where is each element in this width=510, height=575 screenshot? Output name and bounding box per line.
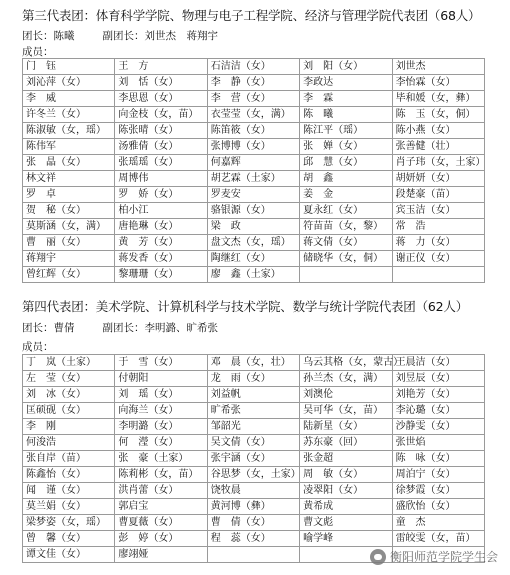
member-name-cell: 陈江平（瑶） <box>300 123 392 139</box>
member-name-cell: 匡硕砚（女） <box>23 403 115 419</box>
member-name-cell: 陆新星（女） <box>300 419 392 435</box>
table-row <box>23 59 485 75</box>
member-name-cell: 梁梦姿（女，瑶） <box>23 515 115 531</box>
member-name-cell: 姜 金 <box>300 187 392 203</box>
vice-leader-label: 副团长：刘世杰 蒋翔宇 <box>102 30 218 42</box>
table-row <box>23 435 485 451</box>
member-name-cell: 童 杰 <box>392 515 484 531</box>
member-name-cell: 乌云其格（女，蒙古） <box>300 355 392 371</box>
member-name-cell: 周 敏（女） <box>300 467 392 483</box>
member-name-cell: 饶牧晨 <box>207 483 299 499</box>
member-name-cell <box>300 267 392 283</box>
table-row <box>23 355 485 371</box>
member-name-cell: 蒋 力（女） <box>392 235 484 251</box>
member-name-cell: 黄 芳（女） <box>115 235 207 251</box>
member-name-cell: 徐梦霞（女） <box>392 483 484 499</box>
member-name-cell: 李怡霖（女） <box>392 75 484 91</box>
member-name-cell: 刘 冰（女） <box>23 387 115 403</box>
table-row <box>23 107 485 123</box>
member-name-cell: 黄河博（彝） <box>207 499 299 515</box>
member-name-cell: 左 莹（女） <box>23 371 115 387</box>
member-name-cell: 何嘉辉 <box>207 155 299 171</box>
member-name-cell: 张世焰 <box>392 435 484 451</box>
member-name-cell: 蒋翔宇 <box>23 251 115 267</box>
member-name-cell: 唐艳琳（女） <box>115 219 207 235</box>
member-name-cell: 廖 鑫（土家） <box>207 267 299 283</box>
member-name-cell: 陈小燕（女） <box>392 123 484 139</box>
member-name-cell: 常 浩 <box>392 219 484 235</box>
member-name-cell: 石洁洁（女） <box>207 59 299 75</box>
member-name-cell: 王 方 <box>115 59 207 75</box>
member-name-cell: 黎珊珊（女） <box>115 267 207 283</box>
member-name-cell: 衣莹莹（女，满） <box>207 107 299 123</box>
member-name-cell: 旷希张 <box>207 403 299 419</box>
table-row <box>23 371 485 387</box>
member-name-cell: 张宇涵（女） <box>207 451 299 467</box>
member-name-cell: 曹夏薇（女） <box>115 515 207 531</box>
member-name-cell: 曹 倩（女） <box>207 515 299 531</box>
member-name-cell: 刘 恬（女） <box>115 75 207 91</box>
member-name-cell: 程 蕊（女） <box>207 531 299 547</box>
watermark-text: 衡阳师范学院学生会 <box>389 550 498 564</box>
member-name-cell: 洪肖蕾（女） <box>115 483 207 499</box>
member-name-cell: 邱 慧（女） <box>300 155 392 171</box>
table-row <box>23 419 485 435</box>
section-title: 第四代表团：美术学院、计算机科学与技术学院、数学与统计学院代表团（62人） <box>22 299 469 314</box>
member-name-cell: 刘艳芳（女） <box>392 387 484 403</box>
member-name-cell: 宾玉洁（女） <box>392 203 484 219</box>
member-name-cell: 刘 瑶（女） <box>115 387 207 403</box>
member-name-cell: 孙兰杰（女，满） <box>300 371 392 387</box>
table-row <box>23 531 485 547</box>
table-row <box>23 219 485 235</box>
member-name-cell: 何 瀅（女） <box>115 435 207 451</box>
member-name-cell: 吴可华（女，苗） <box>300 403 392 419</box>
member-name-cell: 柏小江 <box>115 203 207 219</box>
member-name-cell: 张博博（女） <box>207 139 299 155</box>
member-name-cell: 曹文彪 <box>300 515 392 531</box>
member-name-cell: 曾 馨（女） <box>23 531 115 547</box>
vice-leader-label: 副团长：李明潞、旷希张 <box>102 322 218 334</box>
member-name-cell: 陈淑敏（女，瑶） <box>23 123 115 139</box>
member-name-cell: 张 豪（土家） <box>115 451 207 467</box>
member-name-cell: 雷皎雯（女，苗） <box>392 531 484 547</box>
member-name-cell: 李 霖 <box>300 91 392 107</box>
member-name-cell: 曹 丽（女） <box>23 235 115 251</box>
member-name-cell: 张金超 <box>300 451 392 467</box>
section-title: 第三代表团：体育科学学院、物理与电子工程学院、经济与管理学院代表团（68人） <box>22 8 481 23</box>
member-name-cell: 邓 晨（女，壮） <box>207 355 299 371</box>
member-name-cell: 于 雪（女） <box>115 355 207 371</box>
table-row <box>23 467 485 483</box>
member-name-cell: 毕和媛（女，彝） <box>392 91 484 107</box>
table-row <box>23 403 485 419</box>
member-name-cell: 苏东豪（回） <box>300 435 392 451</box>
table-row <box>23 75 485 91</box>
member-name-cell: 向金枝（女，苗） <box>115 107 207 123</box>
member-name-cell: 盛欣怡（女） <box>392 499 484 515</box>
table-row <box>23 139 485 155</box>
member-name-cell: 李明潞（女） <box>115 419 207 435</box>
members-label: 成员： <box>22 341 54 353</box>
member-table <box>22 354 485 563</box>
member-name-cell: 胡艺霖（土家） <box>207 171 299 187</box>
member-name-cell: 陈伟军 <box>23 139 115 155</box>
member-name-cell: 肖子玮（女，土家） <box>392 155 484 171</box>
member-name-cell: 闻 谨（女） <box>23 483 115 499</box>
member-name-cell: 李政达 <box>300 75 392 91</box>
member-name-cell: 胡妍妍（女） <box>392 171 484 187</box>
table-row <box>23 483 485 499</box>
member-name-cell: 张自岸（苗） <box>23 451 115 467</box>
member-name-cell: 李思恩（女） <box>115 91 207 107</box>
member-name-cell: 陈 曦 <box>300 107 392 123</box>
leader-label: 团长：陈曦 <box>22 30 75 42</box>
member-name-cell: 曾红辉（女） <box>23 267 115 283</box>
member-name-cell: 夏永红（女） <box>300 203 392 219</box>
member-name-cell: 王晨洁（女） <box>392 355 484 371</box>
leader-line <box>22 320 218 335</box>
member-name-cell: 盘文杰（女，瑶） <box>207 235 299 251</box>
member-name-cell: 段楚豪（苗） <box>392 187 484 203</box>
leader-label: 团长：曹倩 <box>22 322 75 334</box>
member-name-cell: 门 钰 <box>23 59 115 75</box>
table-row <box>23 171 485 187</box>
member-name-cell: 陈莉彬（女，苗） <box>115 467 207 483</box>
member-name-cell: 林文祥 <box>23 171 115 187</box>
member-name-cell: 胡 鑫 <box>300 171 392 187</box>
member-name-cell: 陶继红（女） <box>207 251 299 267</box>
member-name-cell: 沙静雯（女） <box>392 419 484 435</box>
member-name-cell: 彭 婷（女） <box>115 531 207 547</box>
member-name-cell: 张瑶瑶（女） <box>115 155 207 171</box>
table-row <box>23 235 485 251</box>
member-name-cell: 张 婵（女） <box>300 139 392 155</box>
table-row <box>23 91 485 107</box>
member-name-cell: 李 威 <box>23 91 115 107</box>
member-name-cell: 郭启宝 <box>115 499 207 515</box>
member-name-cell: 骆银源（女） <box>207 203 299 219</box>
member-name-cell: 谷思梦（女，土家） <box>207 467 299 483</box>
member-name-cell: 贺 秘（女） <box>23 203 115 219</box>
wechat-logo-icon <box>370 549 386 565</box>
member-name-cell: 龙 雨（女） <box>207 371 299 387</box>
member-name-cell: 刘沁萍（女） <box>23 75 115 91</box>
member-name-cell: 莫兰娟（女） <box>23 499 115 515</box>
member-name-cell: 梁 政 <box>207 219 299 235</box>
table-row <box>23 499 485 515</box>
member-name-cell: 刘昱辰（女） <box>392 371 484 387</box>
member-name-cell: 黄希成 <box>300 499 392 515</box>
member-name-cell: 罗 卓 <box>23 187 115 203</box>
member-name-cell: 蒋文倩（女） <box>300 235 392 251</box>
leader-line <box>22 28 218 43</box>
member-table <box>22 58 485 283</box>
member-name-cell: 喻学峰 <box>300 531 392 547</box>
member-name-cell: 谭文佳（女） <box>23 547 115 563</box>
member-name-cell: 刘澳伦 <box>300 387 392 403</box>
table-row <box>23 203 485 219</box>
member-name-cell: 刘益帆 <box>207 387 299 403</box>
member-name-cell: 丁 岚（土家） <box>23 355 115 371</box>
member-name-cell: 廖翊娅 <box>115 547 207 563</box>
member-name-cell: 蒋发香（女） <box>115 251 207 267</box>
member-name-cell: 张善健（壮） <box>392 139 484 155</box>
member-name-cell: 陈 咏（女） <box>392 451 484 467</box>
member-name-cell: 刘 阳（女） <box>300 59 392 75</box>
member-name-cell: 谢正仪（女） <box>392 251 484 267</box>
member-name-cell: 刘世杰 <box>392 59 484 75</box>
member-name-cell <box>207 547 299 563</box>
member-name-cell: 陈 玉（女，侗） <box>392 107 484 123</box>
table-row <box>23 515 485 531</box>
member-name-cell: 李沁璐（女） <box>392 403 484 419</box>
table-row <box>23 387 485 403</box>
member-name-cell: 何浚浩 <box>23 435 115 451</box>
watermark <box>370 548 498 565</box>
member-name-cell: 罗 娇（女） <box>115 187 207 203</box>
member-name-cell: 汤雅倩（女） <box>115 139 207 155</box>
member-name-cell: 罗麦安 <box>207 187 299 203</box>
member-name-cell: 李 营（女） <box>207 91 299 107</box>
member-name-cell: 凌翠阳（女） <box>300 483 392 499</box>
table-row <box>23 187 485 203</box>
member-name-cell: 莫斯涵（女，满） <box>23 219 115 235</box>
member-name-cell <box>392 267 484 283</box>
member-name-cell: 李 刚 <box>23 419 115 435</box>
member-name-cell: 陈鑫怡（女） <box>23 467 115 483</box>
member-name-cell: 符苗苗（女，黎） <box>300 219 392 235</box>
members-label: 成员： <box>22 46 54 58</box>
member-name-cell: 邹韶光 <box>207 419 299 435</box>
member-name-cell: 周泊宁（女） <box>392 467 484 483</box>
table-row <box>23 451 485 467</box>
table-row <box>23 267 485 283</box>
member-name-cell: 张 晶（女） <box>23 155 115 171</box>
member-name-cell: 李 静（女） <box>207 75 299 91</box>
member-name-cell: 周博伟 <box>115 171 207 187</box>
member-name-cell: 吴文倩（女） <box>207 435 299 451</box>
table-row <box>23 123 485 139</box>
table-row <box>23 155 485 171</box>
member-name-cell: 向海兰（女） <box>115 403 207 419</box>
member-name-cell: 陈笛筱（女） <box>207 123 299 139</box>
table-row <box>23 251 485 267</box>
member-name-cell: 付朝阳 <box>115 371 207 387</box>
member-name-cell: 陈张晴（女） <box>115 123 207 139</box>
member-name-cell: 许冬兰（女） <box>23 107 115 123</box>
member-name-cell: 储晓华（女，侗） <box>300 251 392 267</box>
